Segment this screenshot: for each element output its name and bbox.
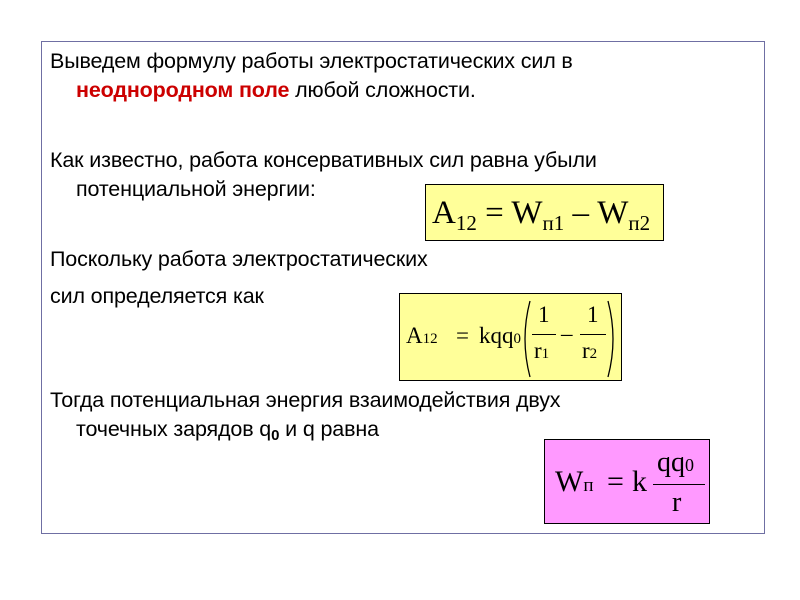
electrostatic-work-formula: A12 = kqq0 1 r1 – 1 r2 — [399, 293, 622, 381]
paragraph-3-line-1: Поскольку работа электростатических — [50, 247, 428, 271]
fraction-1-numerator: 1 — [538, 302, 550, 327]
fraction-numerator: qq0 — [657, 447, 694, 478]
fraction-1-denominator: r1 — [534, 338, 550, 363]
paragraph-4-line-2: точечных зарядов $q_0$ и q равна — [76, 417, 379, 444]
paragraph-1-line-1: Выведем формулу работы электростатических сил в — [50, 49, 573, 73]
paragraph-1-line-2: неоднородном поле любой сложности. — [76, 78, 476, 102]
potential-energy-formula: Wп = k qq0 r — [544, 439, 710, 524]
work-potential-energy-formula: $A_{12} = W_{п1} - W_{п2}$ — [425, 184, 664, 241]
slide-panel — [41, 41, 765, 534]
highlight-term: неоднородном поле — [76, 78, 290, 102]
paragraph-3-line-2: сил определяется как — [50, 284, 264, 308]
paragraph-2-line-2: потенциальной энергии: — [76, 177, 316, 201]
paragraph-2-line-1: Как известно, работа консервативных сил равна убыли — [50, 148, 597, 172]
fraction-denominator: r — [672, 487, 682, 518]
fraction-2-denominator: r2 — [582, 338, 598, 363]
fraction-2-numerator: 1 — [587, 302, 599, 327]
paragraph-4-line-1: Тогда потенциальная энергия взаимодействия двух — [50, 388, 561, 412]
